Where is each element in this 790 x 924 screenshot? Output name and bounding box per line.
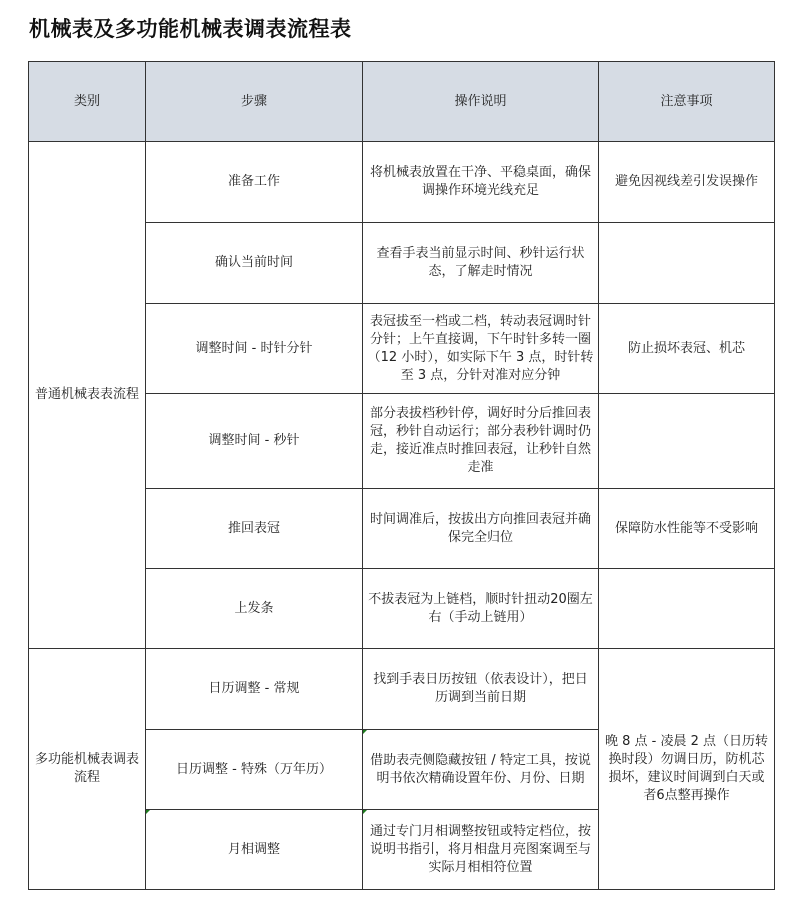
page-title: 机械表及多功能机械表调表流程表 xyxy=(29,17,352,41)
table-row xyxy=(29,142,775,223)
step-cell: 调整时间 - 时针分针 xyxy=(146,304,363,394)
step-cell: 确认当前时间 xyxy=(146,223,363,304)
header-category: 类别 xyxy=(29,62,146,142)
note-cell: 晚 8 点 - 凌晨 2 点（日历转换时段）勿调日历，防机芯损坏，建议时间调到白天或者6点整再操作 xyxy=(599,649,775,890)
comment-marker-icon xyxy=(146,810,150,814)
step-cell: 日历调整 - 常规 xyxy=(146,649,363,730)
step-text: 月相调整 xyxy=(227,841,280,857)
instruction-cell: 时间调准后，按拔出方向推回表冠并确保完全归位 xyxy=(363,489,599,569)
note-cell: 防止损坏表冠、机芯 xyxy=(599,304,775,394)
instruction-cell: 查看手表当前显示时间、秒针运行状态，了解走时情况 xyxy=(363,223,599,304)
instruction-cell: 部分表拔档秒针停，调好时分后推回表冠，秒针自动运行；部分表秒针调时仍走，接近准点时推回表冠，让秒针自然走准 xyxy=(363,394,599,489)
note-cell xyxy=(599,394,775,489)
header-row xyxy=(29,62,775,142)
watch-adjustment-table xyxy=(28,61,775,890)
header-step: 步骤 xyxy=(146,62,363,142)
instruction-cell xyxy=(363,810,599,890)
step-cell: 日历调整 - 特殊（万年历） xyxy=(146,730,363,810)
instruction-cell: 不拔表冠为上链档，顺时针扭动20圈左右（手动上链用） xyxy=(363,569,599,649)
category-cell: 普通机械表表流程 xyxy=(29,142,146,649)
step-cell xyxy=(146,810,363,890)
comment-marker-icon xyxy=(363,730,367,734)
instruction-cell: 将机械表放置在干净、平稳桌面，确保调操作环境光线充足 xyxy=(363,142,599,223)
note-cell: 保障防水性能等不受影响 xyxy=(599,489,775,569)
instruction-text: 借助表壳侧隐藏按钮 / 特定工具，按说明书依次精确设置年份、月份、日期 xyxy=(370,752,591,786)
header-notes: 注意事项 xyxy=(599,62,775,142)
note-cell xyxy=(599,569,775,649)
step-cell: 推回表冠 xyxy=(146,489,363,569)
table-row xyxy=(29,649,775,730)
instruction-cell: 找到手表日历按钮（依表设计），把日历调到当前日期 xyxy=(363,649,599,730)
note-cell: 避免因视线差引发误操作 xyxy=(599,142,775,223)
instruction-cell: 表冠拔至一档或二档，转动表冠调时针分针；上午直接调，下午时针多转一圈（12 小时），如实际下午 3 点，时针转至 3 点，分针对准对应分钟 xyxy=(363,304,599,394)
step-cell: 调整时间 - 秒针 xyxy=(146,394,363,489)
step-cell: 上发条 xyxy=(146,569,363,649)
category-cell: 多功能机械表调表流程 xyxy=(29,649,146,890)
instruction-text: 通过专门月相调整按钮或特定档位，按说明书指引，将月相盘月亮图案调至与实际月相相符位置 xyxy=(369,823,591,875)
instruction-cell xyxy=(363,730,599,810)
step-cell: 准备工作 xyxy=(146,142,363,223)
comment-marker-icon xyxy=(363,810,367,814)
header-instructions: 操作说明 xyxy=(363,62,599,142)
note-cell xyxy=(599,223,775,304)
